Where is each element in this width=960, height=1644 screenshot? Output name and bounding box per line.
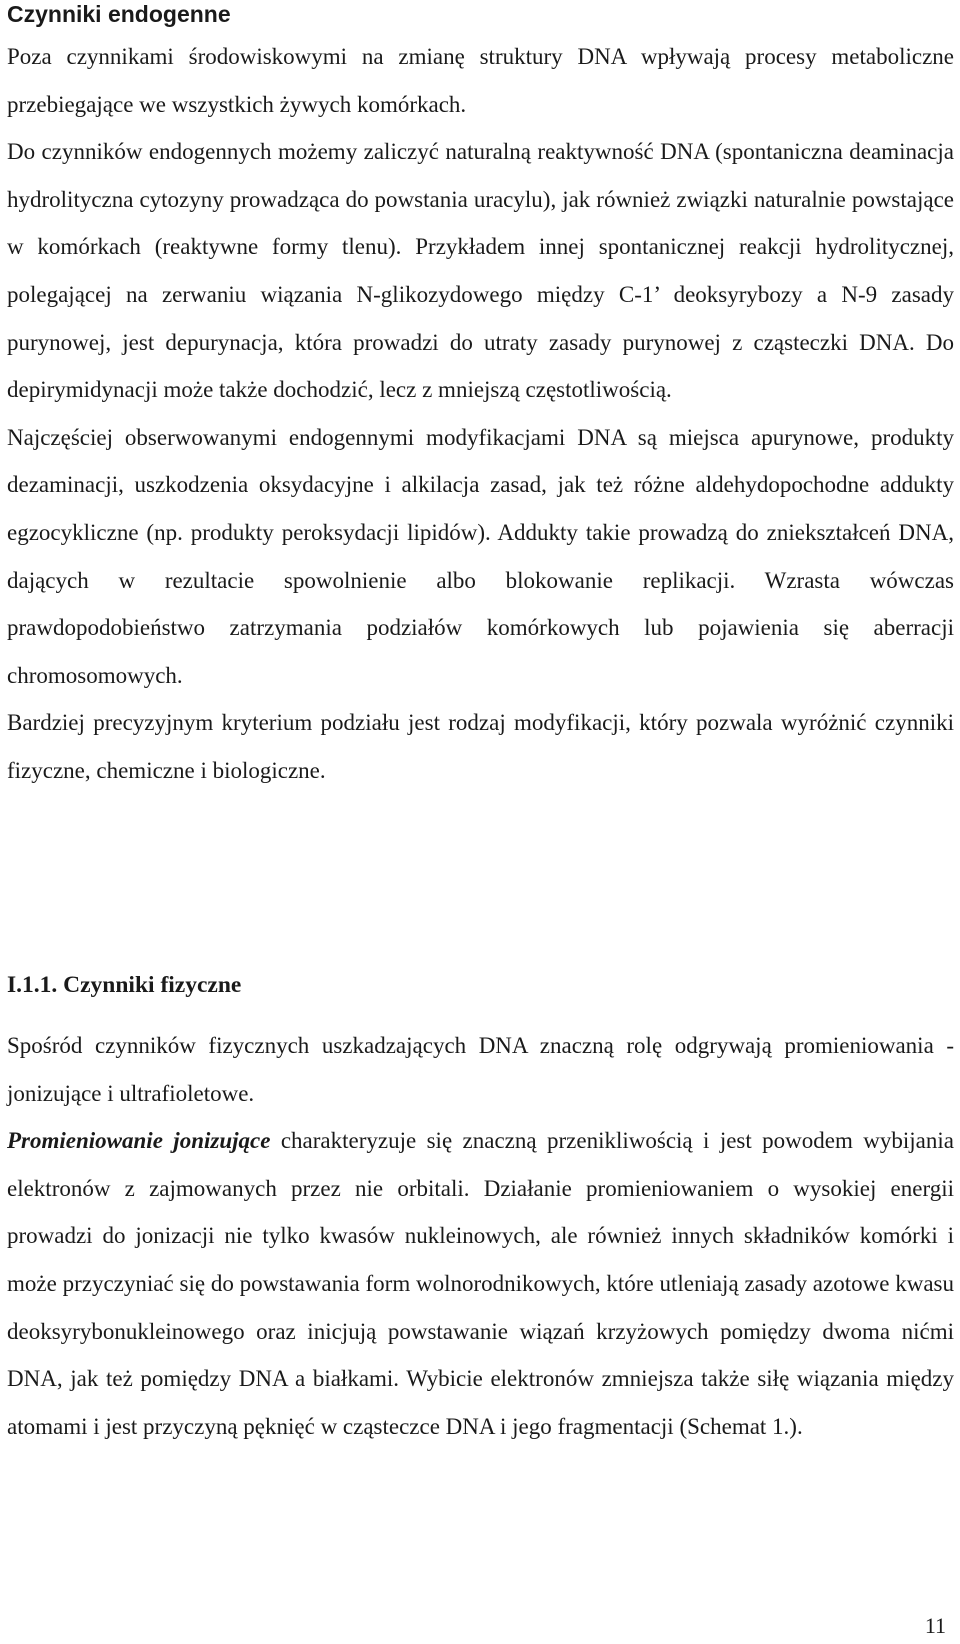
term-ionizing-radiation: Promieniowanie jonizujące (7, 1128, 271, 1154)
heading-endogenous-factors: Czynniki endogenne (7, 1, 231, 27)
paragraph-metabolic-processes: Poza czynnikami środowiskowymi na zmianę struktury DNA wpływają procesy metaboliczne przebiegające we wszystkich żywych komórkach. (7, 44, 954, 117)
section-physical-factors-body (7, 1022, 954, 1450)
paragraph-common-modifications: Najczęściej obserwowanymi endogennymi modyfikacjami DNA są miejsca apurynowe, produkty dezaminacji, uszkodzenia oksydacyjne i alkilacja zasad, jak też różne aldehydopochodne addukty egzocykliczne (np. produkty peroksydacji lipidów). Addukty takie prowadzą do zniekształceń DNA, dających w rezultacie spowolnienie albo blokowanie replikacji. Wzrasta wówczas prawdopodobieństwo zatrzymania podziałów komórkowych lub pojawienia się aberracji chromosomowych. (7, 424, 954, 688)
paragraph-endogenous-factors: Do czynników endogennych możemy zaliczyć naturalną reaktywność DNA (spontaniczna deaminacja hydrolityczna cytozyny prowadząca do powstania uracylu), jak również związki naturalnie powstające w komórkach (reaktywne formy tlenu). Przykładem innej spontanicznej reakcji hydrolitycznej, polegającej na zerwaniu wiązania N-glikozydowego między C-1’ deoksyrybozy a N-9 zasady purynowej, jest depurynacja, która prowadzi do utraty zasady purynowej z cząsteczki DNA. Do depirymidynacji może także dochodzić, lecz z mniejszą częstotliwością. (7, 139, 954, 403)
paragraph-ionizing-radiation (7, 1117, 954, 1450)
page-number: 11 (924, 1613, 946, 1638)
ionizing-radiation-text: charakteryzuje się znaczną przenikliwością i jest powodem wybijania elektronów z zajmowanych przez nie orbitali. Działanie promieniowaniem o wysokiej energii prowadzi do jonizacji nie tylko kwasów nukleinowych, ale również innych składników komórki i może przyczyniać się do powstawania form wolnorodnikowych, które utleniają zasady azotowe kwasu deoksyrybonukleinowego oraz inicjują powstawanie wiązań krzyżowych pomiędzy dwoma nićmi DNA, jak też pomiędzy DNA a białkami. Wybicie elektronów zmniejsza także siłę wiązania między atomami i jest przyczyną pęknięć w cząsteczce DNA i jego fragmentacji (Schemat 1.). (7, 1128, 954, 1439)
document-page (7, 0, 954, 1439)
paragraph-classification-criterion: Bardziej precyzyjnym kryterium podziału jest rodzaj modyfikacji, który pozwala wyróżnić czynniki fizyczne, chemiczne i biologiczne. (7, 710, 954, 783)
section-heading-physical-factors: I.1.1. Czynniki fizyczne (7, 972, 242, 998)
paragraph-radiation-intro: Spośród czynników fizycznych uszkadzających DNA znaczną rolę odgrywają promieniowania - jonizujące i ultrafioletowe. (7, 1033, 954, 1106)
